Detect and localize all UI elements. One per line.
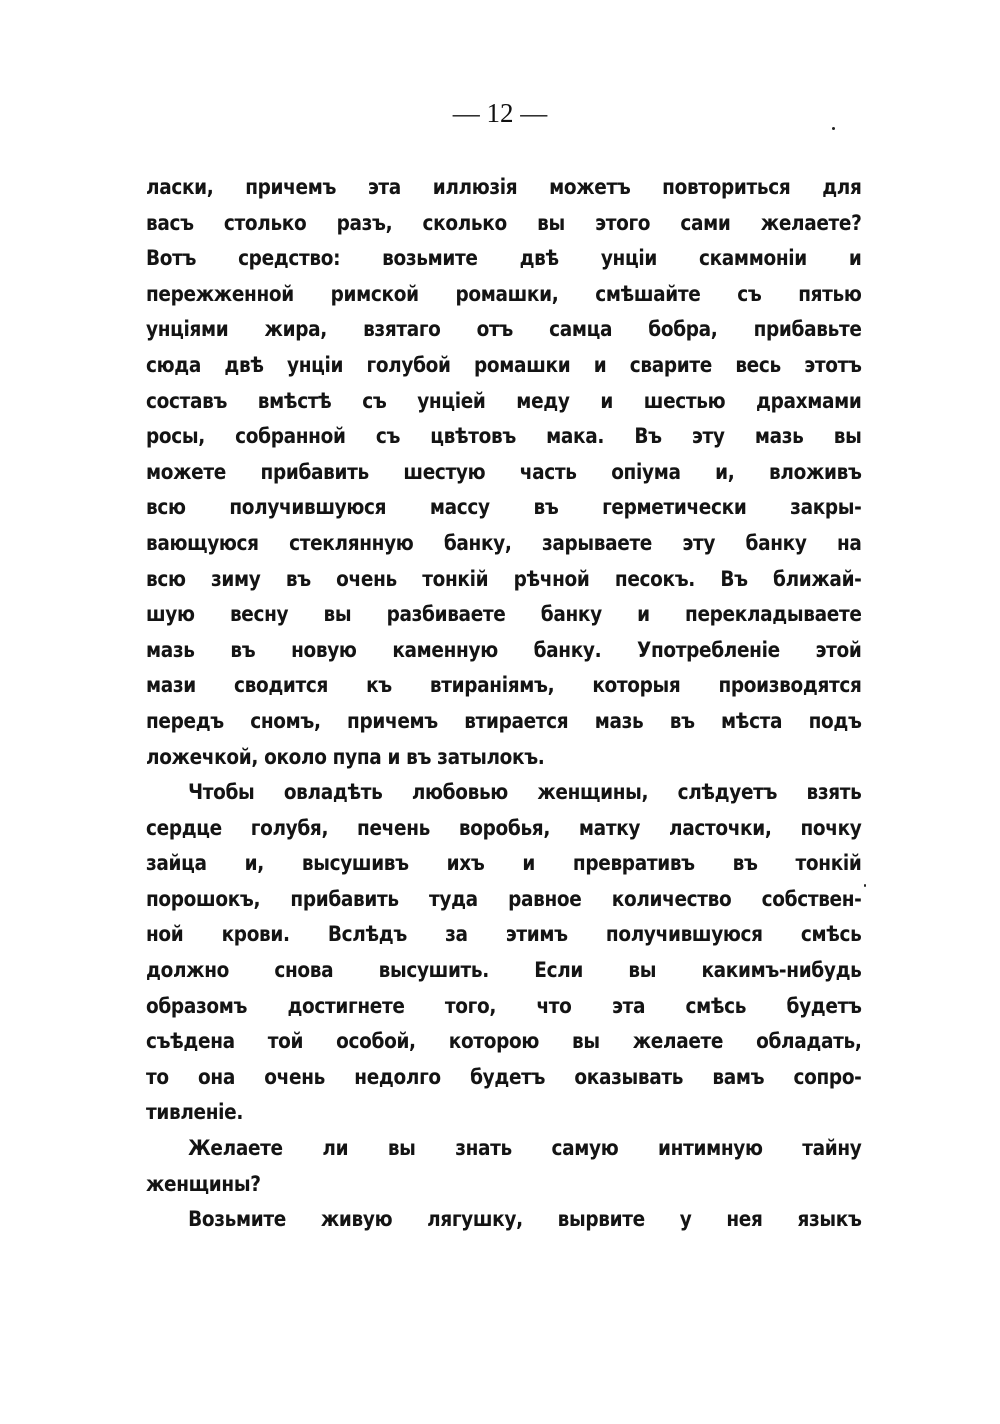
text-line: передъ сномъ, причемъ втирается мазь въ мѣста подъ <box>146 708 862 734</box>
text-line: вающуюся стеклянную банку, зарываете эту банку на <box>146 530 862 556</box>
text-line: васъ столько разъ, сколько вы этого сами желаете? <box>146 210 862 236</box>
text-line: сердце голубя, печень воробья, матку ласточки, почку <box>146 815 862 841</box>
text-line: тивленіе. <box>146 1100 244 1126</box>
body-text <box>146 170 862 1238</box>
text-line: мазь въ новую каменную банку. Употребленіе этой <box>146 637 862 663</box>
text-line: унціями жира, взятаго отъ самца бобра, прибавьте <box>146 317 862 343</box>
text-line: ласки, причемъ эта иллюзія можетъ повториться для <box>146 175 862 200</box>
text-line: всю получившуюся массу въ герметически закры- <box>146 495 862 521</box>
text-line: женщины? <box>146 1171 261 1197</box>
paragraph-start-line: Возьмите живую лягушку, вырвите у нея языкъ <box>188 1207 862 1233</box>
text-line: ной крови. Вслѣдъ за этимъ получившуюся смѣсь <box>146 922 862 948</box>
text-line: росы, собранной съ цвѣтовъ мака. Въ эту мазь вы <box>146 424 862 450</box>
text-line: можете прибавить шестую часть опіума и, вложивъ <box>146 459 862 485</box>
scan-speck <box>864 884 866 887</box>
paragraph-start-line: Желаете ли вы знать самую интимную тайну <box>188 1136 862 1162</box>
page-number: — 12 — <box>452 98 548 128</box>
text-line: всю зиму въ очень тонкій рѣчной песокъ. Въ ближай- <box>146 566 862 592</box>
text-line: шую весну вы разбиваете банку и перекладываете <box>146 602 862 628</box>
scan-speck <box>832 127 835 130</box>
text-line: зайца и, высушивъ ихъ и превративъ въ тонкій <box>146 851 862 877</box>
text-line: то она очень недолго будетъ оказывать вамъ сопро- <box>146 1064 862 1090</box>
text-line: ложечкой, около пупа и въ затылокъ. <box>146 744 545 770</box>
text-line: мази сводится къ втираніямъ, которыя производятся <box>146 673 862 699</box>
text-line: Вотъ средство: возьмите двѣ унціи скаммоніи и <box>146 246 862 272</box>
text-line: образомъ достигнете того, что эта смѣсь будетъ <box>146 993 862 1019</box>
text-line: пережженной римской ромашки, смѣшайте съ пятью <box>146 281 862 307</box>
text-line: порошокъ, прибавить туда равное количество собствен- <box>146 886 862 912</box>
text-line: должно снова высушить. Если вы какимъ-нибудь <box>146 958 862 984</box>
text-line: составъ вмѣстѣ съ унціей меду и шестью драхмами <box>146 388 862 414</box>
text-line: съѣдена той особой, которою вы желаете обладать, <box>146 1029 862 1055</box>
text-line: сюда двѣ унціи голубой ромашки и сварите весь этотъ <box>146 352 862 378</box>
paragraph-start-line: Чтобы овладѣть любовью женщины, слѣдуетъ взять <box>188 780 862 806</box>
